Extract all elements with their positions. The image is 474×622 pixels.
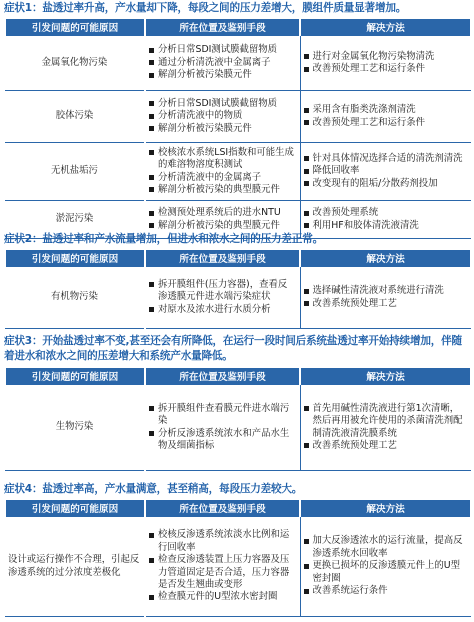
check-cell: [145, 267, 300, 329]
list-item: 改善系统预处理工艺: [304, 298, 469, 310]
list-item: 加大反渗透浓水的运行流量，提高反渗透系统水回收率: [304, 535, 469, 560]
check-cell: [145, 36, 300, 91]
list-item: 更换已损坏的反渗透膜元件上的U型密封圈: [304, 560, 469, 585]
list-item: 采用含有脂类洗涤剂清洗: [304, 104, 469, 116]
table-row: [5, 517, 471, 617]
header-solution: 解决方法: [300, 368, 471, 385]
symptom-4-table: [4, 500, 472, 617]
list-item: 校核反渗透系统浓淡水比例和运行回收率: [149, 529, 297, 554]
list-item: 进行对金属氧化物污染物清洗: [304, 51, 469, 63]
list-item: 拆开膜组件查看膜元件进水端污染: [149, 403, 297, 428]
list-item: 检查反渗透装置上压力容器及压力管道固定是否合适，压力容器是否发生翘曲或变形: [149, 554, 297, 591]
check-cell: [145, 517, 300, 617]
list-item: 改善系统预处理工艺: [304, 440, 469, 452]
cause-cell: 无机盐垢污: [5, 143, 145, 201]
cause-cell: 设计或运行操作不合理，引起反渗透系统的过分浓度差极化: [5, 517, 145, 617]
list-item: 改变现有的阻垢/分散药剂投加: [304, 178, 469, 190]
header-cause: 引发问题的可能原因: [5, 19, 145, 36]
list-item: 改善预处理系统: [304, 207, 469, 219]
solution-cell: [300, 385, 471, 471]
header-solution: 解决方法: [300, 19, 471, 36]
header-solution: 解决方法: [300, 500, 471, 517]
symptom-2-table: [4, 250, 472, 329]
cause-cell: 有机物污染: [5, 267, 145, 329]
list-item: 检测预处理系统后的进水NTU: [149, 207, 297, 219]
header-solution: 解决方法: [300, 250, 471, 267]
header-check: 所在位置及鉴别手段: [145, 250, 300, 267]
symptom-4-title: 症状4：盐透过率高，产水量满意，甚至稍高，每段压力差较大。: [4, 483, 303, 495]
list-item: 分析日常SDI测试膜截留物质: [149, 98, 297, 110]
solution-cell: [300, 91, 471, 143]
table-row: [5, 385, 471, 471]
solution-cell: [300, 517, 471, 617]
list-item: 拆开膜组件(压力容器)，查看反渗透膜元件进水端污染症状: [149, 279, 297, 304]
header-cause: 引发问题的可能原因: [5, 500, 145, 517]
list-item: 解剖分析被污染膜元件: [149, 123, 297, 135]
cause-cell: 金属氧化物污染: [5, 36, 145, 91]
check-cell: [145, 385, 300, 471]
cause-cell: 胶体污染: [5, 91, 145, 143]
table-row: [5, 91, 471, 143]
list-item: 选择碱性清洗液对系统进行清洗: [304, 285, 469, 297]
list-item: 改善系统运行条件: [304, 585, 469, 597]
table-row: [5, 36, 471, 91]
list-item: 利用HF和胶体清洗液清洗: [304, 220, 469, 232]
list-item: 分析日常SDI测试膜截留物质: [149, 44, 297, 56]
cause-cell: 淤泥污染: [5, 201, 145, 239]
table-row: [5, 267, 471, 329]
symptom-2-title: 症状2：盐透过率和产水流量增加，但进水和浓水之间的压力差正常。: [4, 233, 323, 245]
solution-cell: [300, 36, 471, 91]
symptom-1-title: 症状1：盐透过率升高，产水量却下降，每段之间的压力差增大，膜组件质量显著增加。: [4, 2, 407, 14]
list-item: 解剖分析被污染膜元件: [149, 69, 297, 81]
symptom-3-table: [4, 368, 472, 471]
list-item: 首先用碱性清洗液进行第1次清晰，然后再用被允许使用的杀菌清洗剂配制清洗液清洗膜系统: [304, 403, 469, 440]
list-item: 通过分析清洗液中金属离子: [149, 57, 297, 69]
check-cell: [145, 143, 300, 201]
solution-cell: [300, 267, 471, 329]
list-item: 校核浓水系统LSI指数和可能生成的难溶物溶度积测试: [149, 147, 297, 172]
header-check: 所在位置及鉴别手段: [145, 19, 300, 36]
list-item: 检查膜元件的U型浓水密封圈: [149, 591, 297, 603]
list-item: 分析反渗透系统浓水和产品水生物及细菌指标: [149, 428, 297, 453]
list-item: 分析清洗液中的物质: [149, 110, 297, 122]
list-item: 降低回收率: [304, 165, 469, 177]
header-cause: 引发问题的可能原因: [5, 368, 145, 385]
list-item: 对原水及浓水进行水质分析: [149, 304, 297, 316]
header-check: 所在位置及鉴别手段: [145, 368, 300, 385]
solution-cell: [300, 143, 471, 201]
list-item: 分析清洗液中的金属离子: [149, 172, 297, 184]
header-check: 所在位置及鉴别手段: [145, 500, 300, 517]
list-item: 解剖分析被污染的典型膜元件: [149, 220, 297, 232]
list-item: 针对具体情况选择合适的清洗剂清洗: [304, 153, 469, 165]
header-cause: 引发问题的可能原因: [5, 250, 145, 267]
symptom-3-title: 症状3：开始盐透过率不变,甚至还会有所降低，在运行一段时间后系统盐透过率开始持续增加，伴随着进水和浓水之间的压差增大和系统产水量降低。: [4, 335, 462, 362]
list-item: 解剖分析被污染的典型膜元件: [149, 184, 297, 196]
list-item: 改善预处理工艺和运行条件: [304, 117, 469, 129]
list-item: 改善预处理工艺和运行条件: [304, 63, 469, 75]
symptom-1-table: [4, 19, 472, 239]
table-row: [5, 143, 471, 201]
cause-cell: 生物污染: [5, 385, 145, 471]
check-cell: [145, 91, 300, 143]
